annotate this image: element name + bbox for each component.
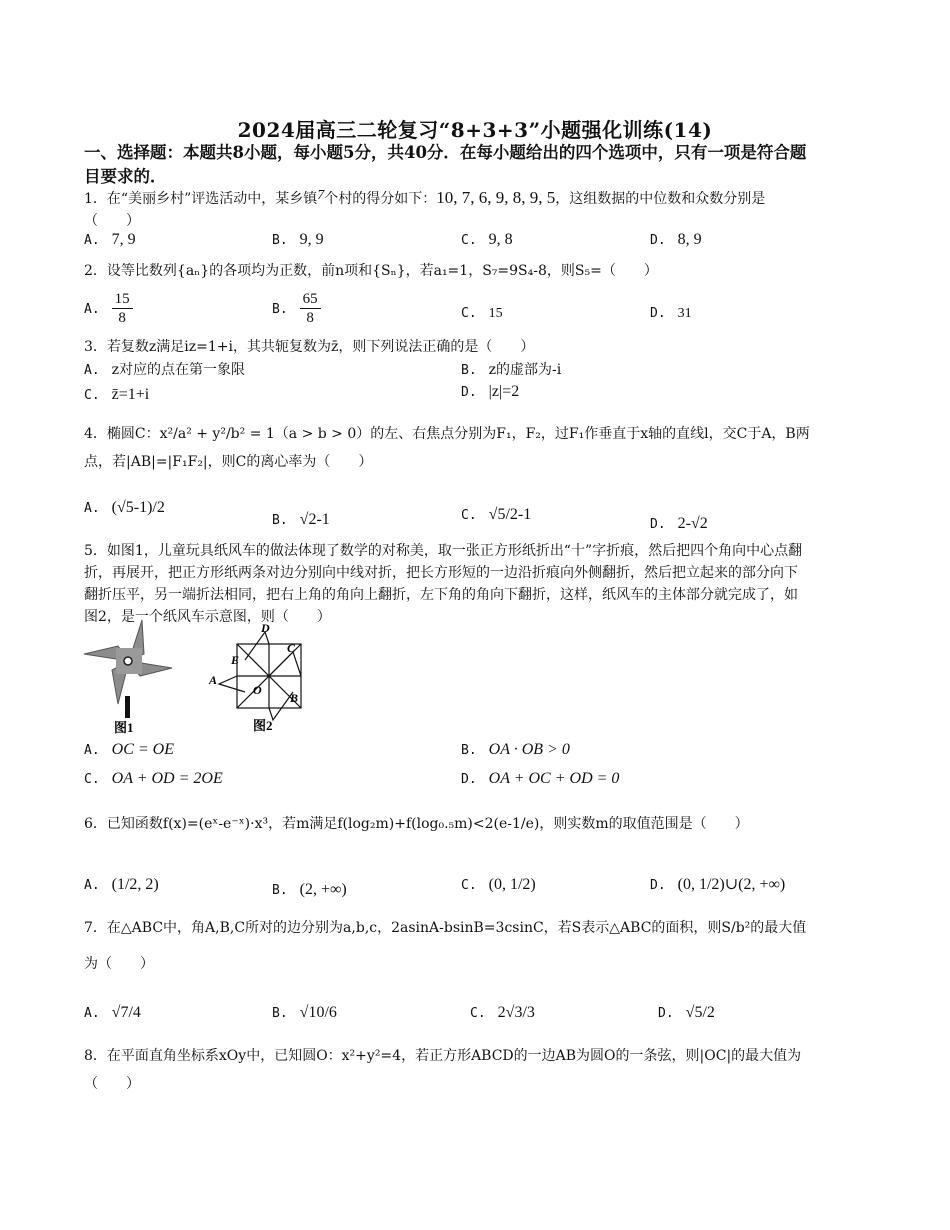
q6-option-b[interactable]: B. (2, +∞) (272, 881, 347, 898)
q3-option-b[interactable]: B. z的虚部为-i (461, 362, 562, 378)
q2-option-a[interactable]: A. $\frac{15}{8}$ (84, 290, 133, 327)
q3-option-d[interactable]: D. |z|=2 (461, 383, 520, 400)
figure-1-pinwheel (82, 618, 177, 738)
fraction: $\frac{15}{8}$ (112, 290, 133, 327)
diagram-blade (269, 652, 301, 676)
q7-option-c[interactable]: C. 2√3/3 (470, 1004, 535, 1021)
q1-option-b[interactable]: B. 9, 9 (272, 231, 324, 248)
question-5: 5．如图1，儿童玩具纸风车的做法体现了数学的对称美，取一张正方形纸折出“十”字折痕，然后把四个角向中心点翻折，再展开，把正方形纸两条对边分别向中线对折，把长方形短的一边沿折痕向外侧翻折，然后把立起来的部分向下翻折压平，另一端折法相同，把右上角的角向上翻折，左下角的角向下翻折，这样，纸风车的主体部分就完成了，如图2，是一个纸风车示意图，则（ ） (84, 543, 803, 625)
q2-option-c[interactable]: C. 15 (461, 306, 503, 321)
q2-option-b[interactable]: B. $\frac{65}{8}$ (272, 290, 321, 327)
question-6: 6．已知函数f(x)=(eˣ-e⁻ˣ)·x³，若m满足f(log₂m)+f(log₀.₅m)<2(e-1/e)，则实数m的取值范围是（ ） (84, 816, 749, 832)
section-heading: 一、选择题：本题共8小题，每小题5分，共40分．在每小题给出的四个选项中，只有一项是符合题目要求的． (84, 143, 807, 186)
figure-2-caption: 图2 (253, 718, 273, 733)
diagram-blade (219, 676, 245, 692)
pinwheel-stick (125, 696, 130, 718)
label-b: B (290, 691, 299, 705)
q6-option-d[interactable]: D. (0, 1/2)∪(2, +∞) (650, 876, 786, 893)
figure-1-caption: 图1 (114, 720, 134, 735)
q4-option-c[interactable]: C. √5/2-1 (461, 506, 532, 523)
question-2: 2．设等比数列{aₙ}的各项均为正数，前n项和{Sₙ}，若a₁=1，S₇=9S₄-8，则S₅=（ ） (84, 263, 658, 279)
figure-2-diagram (205, 622, 315, 740)
label-d: D (261, 622, 270, 635)
page-title: 2024届高三二轮复习“8+3+3”小题强化训练(14) (237, 118, 713, 142)
question-8: 8．在平面直角坐标系xOy中，已知圆O：x²+y²=4，若正方形ABCD的一边AB为圆O的一条弦，则|OC|的最大值为（ ） (84, 1048, 802, 1092)
fraction: $\frac{65}{8}$ (300, 290, 321, 327)
label-e: E (231, 653, 240, 667)
q1-option-d[interactable]: D. 8, 9 (650, 231, 702, 248)
q4-option-d[interactable]: D. 2-√2 (650, 515, 708, 532)
question-1: 1．在“美丽乡村”评选活动中，某乡镇7个村的得分如下：10, 7, 6, 9, 8, 9, 5，这组数据的中位数和众数分别是（ ） (84, 188, 766, 229)
q4-option-a[interactable]: A. (√5-1)/2 (84, 499, 165, 516)
q1-option-c[interactable]: C. 9, 8 (461, 231, 513, 248)
label-c: C (287, 641, 296, 655)
q1-option-a[interactable]: A. 7, 9 (84, 231, 136, 248)
label-o: O (253, 683, 262, 697)
q5-option-b[interactable]: B. OA · OB > 0 (461, 741, 570, 758)
q3-option-a[interactable]: A. z对应的点在第一象限 (84, 362, 246, 378)
q6-option-a[interactable]: A. (1/2, 2) (84, 876, 159, 893)
q7-option-b[interactable]: B. √10/6 (272, 1004, 337, 1021)
question-4: 4．椭圆C：x²/a² + y²/b² = 1（a > b > 0）的左、右焦点分别为F₁，F₂，过F₁作垂直于x轴的直线l，交C于A，B两点，若|AB|=|F₁F₂|，则C的离心率为（ ） (84, 426, 810, 470)
label-a: A (209, 673, 218, 687)
question-3: 3．若复数z满足iz=1+i，其共轭复数为z̄，则下列说法正确的是（ ） (84, 339, 535, 355)
q6-option-c[interactable]: C. (0, 1/2) (461, 876, 536, 893)
pinwheel-pin (124, 657, 132, 665)
q5-option-c[interactable]: C. OA + OD = 2OE (84, 770, 223, 787)
q5-option-a[interactable]: A. OC = OE (84, 741, 175, 758)
q5-option-d[interactable]: D. OA + OC + OD = 0 (461, 770, 620, 787)
question-7: 7．在△ABC中，角A,B,C所对的边分别为a,b,c，2asinA-bsinB=3csinC，若S表示△ABC的面积，则S/b²的最大值为（ ） (84, 920, 807, 972)
q4-option-b[interactable]: B. √2-1 (272, 511, 330, 528)
diagram-blade (245, 632, 269, 660)
q7-option-d[interactable]: D. √5/2 (658, 1004, 715, 1021)
q2-option-d[interactable]: D. 31 (650, 306, 692, 321)
q3-option-c[interactable]: C. z̄=1+i (84, 386, 150, 403)
q7-option-a[interactable]: A. √7/4 (84, 1004, 141, 1021)
